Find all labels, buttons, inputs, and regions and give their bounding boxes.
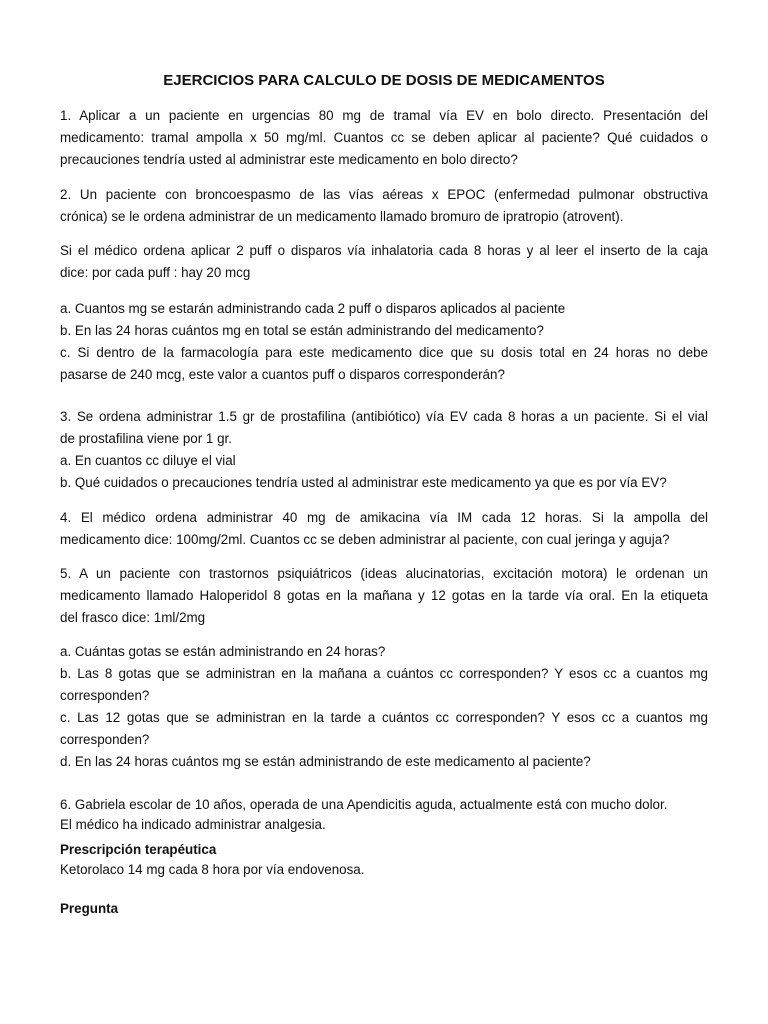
question-item: corresponden? — [60, 732, 150, 747]
exercise-3-line: de prostafilina viene por 1 gr. — [60, 431, 232, 446]
exercise-1-line: medicamento: tramal ampolla x 50 mg/ml. Cuantos cc se deben aplicar al paciente? Qué cuidados o — [60, 130, 708, 145]
exercise-5-questions — [60, 641, 708, 773]
exercise-2-questions — [60, 298, 708, 386]
exercise-5-line: medicamento llamado Haloperidol 8 gotas en la mañana y 12 gotas en la tarde vía oral. En la etiqueta — [60, 588, 708, 603]
exercise-2-line: 2. Un paciente con broncoespasmo de las vías aéreas x EPOC (enfermedad pulmonar obstructiva — [60, 187, 708, 202]
prescription-text: Ketorolaco 14 mg cada 8 hora por vía endovenosa. — [60, 862, 365, 877]
question-section — [60, 899, 708, 919]
exercise-2-line: Si el médico ordena aplicar 2 puff o disparos vía inhalatoria cada 8 horas y al leer el inserto de la caja — [60, 243, 708, 258]
exercise-2-paragraph — [60, 240, 708, 284]
exercise-4 — [60, 507, 708, 551]
question-item: b. Las 8 gotas que se administran en la mañana a cuántos cc corresponden? Y esos cc a cuantos mg — [60, 666, 708, 681]
exercise-6-line: El médico ha indicado administrar analgesia. — [60, 817, 326, 832]
exercise-4-line: 4. El médico ordena administrar 40 mg de amikacina vía IM cada 12 horas. Si la ampolla del — [60, 510, 708, 525]
exercise-1-line: 1. Aplicar a un paciente en urgencias 80 mg de tramal vía EV en bolo directo. Presentación del — [60, 108, 708, 123]
question-item: c. Las 12 gotas que se administran en la tarde a cuántos cc corresponden? Y esos cc a cuantos mg — [60, 710, 708, 725]
prescription-heading: Prescripción terapéutica — [60, 842, 217, 857]
exercise-3 — [60, 406, 708, 494]
question-item: a. En cuantos cc diluye el vial — [60, 453, 236, 468]
question-item: pasarse de 240 mcg, este valor a cuantos puff o disparos corresponderán? — [60, 367, 505, 382]
question-item: d. En las 24 horas cuántos mg se están administrando de este medicamento al paciente? — [60, 754, 591, 769]
exercise-3-line: 3. Se ordena administrar 1.5 gr de prostafilina (antibiótico) vía EV cada 8 horas a un paciente. Si el vial — [60, 409, 708, 424]
exercise-1 — [60, 105, 708, 171]
exercise-2-line: crónica) se le ordena administrar de un medicamento llamado bromuro de ipratropio (atrovent). — [60, 209, 624, 224]
question-item: c. Si dentro de la farmacología para este medicamento dice que su dosis total en 24 horas no debe — [60, 345, 708, 360]
prescription — [60, 840, 708, 880]
question-item: b. En las 24 horas cuántos mg en total se están administrando del medicamento? — [60, 323, 544, 338]
exercise-5 — [60, 563, 708, 629]
exercise-5-line: 5. A un paciente con trastornos psiquiátricos (ideas alucinatorias, excitación motora) le ordenan un — [60, 566, 708, 581]
exercise-2-line: dice: por cada puff : hay 20 mcg — [60, 265, 251, 280]
question-item: b. Qué cuidados o precauciones tendría usted al administrar este medicamento ya que es por vía EV? — [60, 475, 667, 490]
exercise-2 — [60, 184, 708, 228]
exercise-1-line: precauciones tendría usted al administrar este medicamento en bolo directo? — [60, 152, 518, 167]
question-heading: Pregunta — [60, 901, 119, 916]
exercise-6 — [60, 795, 708, 835]
exercise-5-line: del frasco dice: 1ml/2mg — [60, 610, 206, 625]
question-item: corresponden? — [60, 688, 150, 703]
question-item: a. Cuántas gotas se están administrando en 24 horas? — [60, 644, 386, 659]
document-title: EJERCICIOS PARA CALCULO DE DOSIS DE MEDICAMENTOS — [163, 72, 605, 89]
question-item: a. Cuantos mg se estarán administrando cada 2 puff o disparos aplicados al paciente — [60, 301, 566, 316]
exercise-4-line: medicamento dice: 100mg/2ml. Cuantos cc se deben administrar al paciente, con cual jeringa y aguja? — [60, 532, 670, 547]
exercise-6-line: 6. Gabriela escolar de 10 años, operada de una Apendicitis aguda, actualmente está con mucho dolor. — [60, 797, 668, 812]
